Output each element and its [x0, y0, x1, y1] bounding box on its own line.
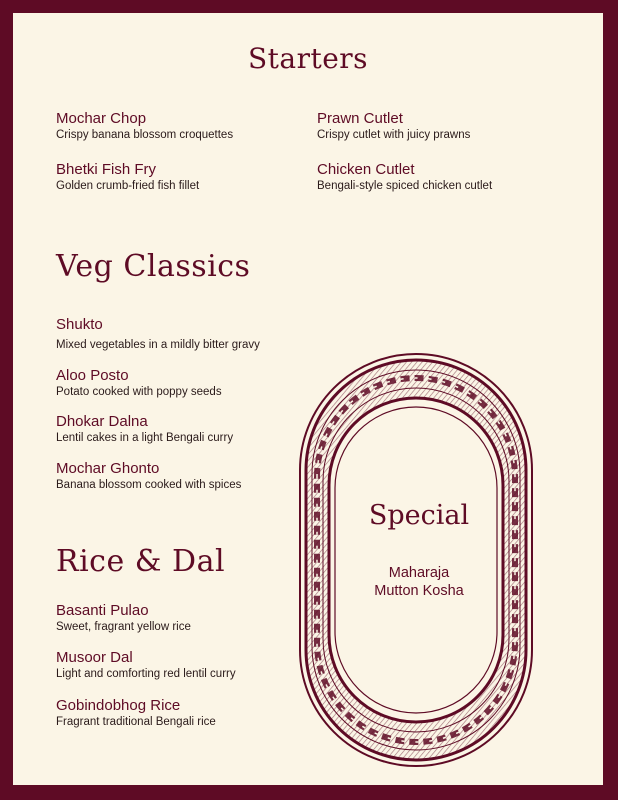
special-dish-name-line2: Mutton Kosha: [374, 583, 464, 599]
menu-page: [13, 13, 603, 785]
menu-item: [317, 110, 470, 143]
menu-item-name: Prawn Cutlet: [317, 110, 403, 127]
menu-item-name: Mochar Ghonto: [56, 460, 160, 477]
menu-item: [56, 460, 241, 493]
starters-heading: Starters: [247, 42, 369, 75]
menu-item-name: Shukto: [56, 316, 103, 333]
special-heading: Special: [368, 500, 470, 531]
menu-item: [56, 697, 216, 730]
menu-item: [56, 110, 233, 143]
menu-item-name: Chicken Cutlet: [317, 161, 415, 178]
ornament-border-graphic: [296, 350, 536, 770]
special-dish-name: [344, 564, 494, 600]
veg-classics-heading: Veg Classics: [56, 249, 251, 284]
menu-item: [56, 602, 191, 635]
menu-item: [317, 161, 492, 194]
menu-item: [56, 413, 233, 446]
menu-item-name: Gobindobhog Rice: [56, 697, 181, 714]
menu-item: [56, 649, 236, 682]
rice-dal-heading: Rice & Dal: [56, 544, 226, 579]
menu-item-description: Golden crumb-fried fish fillet: [56, 180, 200, 192]
menu-item-description: Crispy cutlet with juicy prawns: [317, 129, 471, 141]
menu-item: [56, 161, 199, 194]
menu-item-description: Sweet, fragrant yellow rice: [56, 621, 191, 633]
menu-item-name: Bhetki Fish Fry: [56, 161, 157, 178]
special-dish-name-line1: Maharaja: [388, 565, 450, 581]
menu-item-description: Potato cooked with poppy seeds: [56, 386, 222, 398]
menu-item-name: Mochar Chop: [56, 110, 147, 127]
menu-item-description: Fragrant traditional Bengali rice: [56, 716, 216, 728]
menu-item: [56, 316, 260, 353]
menu-item-name: Basanti Pulao: [56, 602, 149, 619]
menu-item-description: Mixed vegetables in a mildly bitter gravy: [56, 339, 260, 351]
menu-item-name: Musoor Dal: [56, 649, 133, 666]
menu-item-description: Banana blossom cooked with spices: [56, 479, 242, 491]
menu-item-name: Aloo Posto: [56, 367, 129, 384]
menu-item-description: Lentil cakes in a light Bengali curry: [56, 432, 234, 444]
menu-item-description: Light and comforting red lentil curry: [56, 668, 236, 680]
menu-item: [56, 367, 222, 400]
ornamental-oval-frame: [296, 350, 536, 770]
menu-item-name: Dhokar Dalna: [56, 413, 148, 430]
menu-item-description: Bengali-style spiced chicken cutlet: [317, 180, 493, 192]
menu-item-description: Crispy banana blossom croquettes: [56, 129, 234, 141]
